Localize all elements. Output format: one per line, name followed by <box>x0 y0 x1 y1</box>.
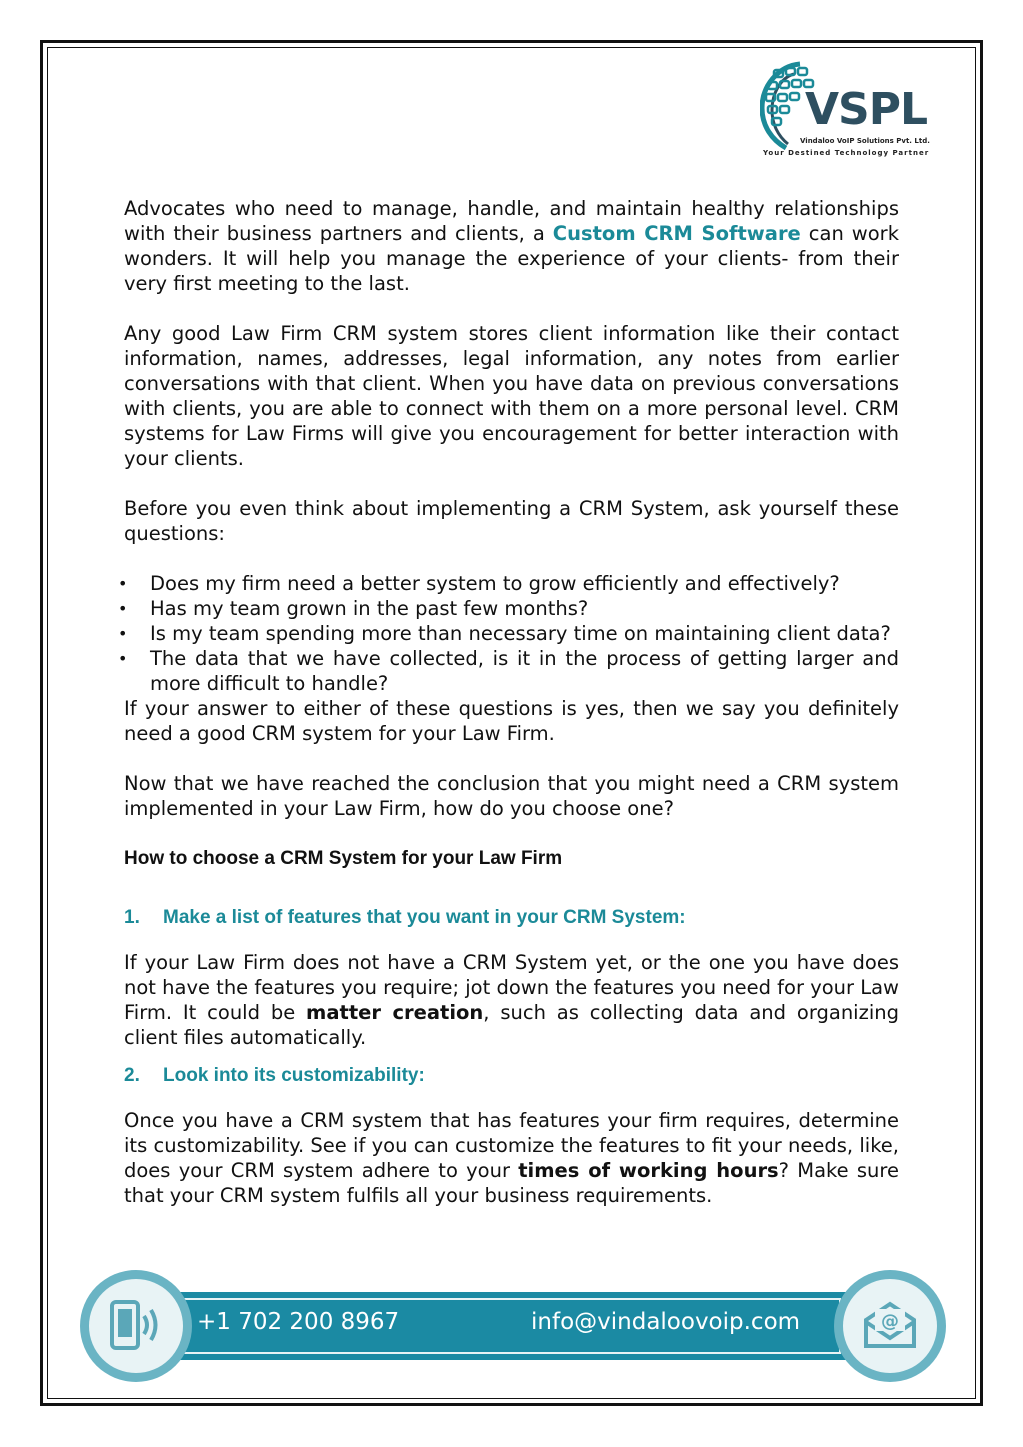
bullet-icon: • <box>118 649 128 668</box>
list-item: • Does my firm need a better system to grow efficiently and effectively? <box>118 572 840 595</box>
intro-paragraph: Advocates who need to manage, handle, and maintain healthy relationships with their business partners and clients, a Custom CRM Software can work wonders. It will help you manage the experience of your clients- from their very first meeting to the last. <box>124 197 899 295</box>
phone-number[interactable]: +1 702 200 8967 <box>197 1309 400 1335</box>
logo-tagline: Your Destined Technology Partner <box>763 149 930 157</box>
bullet-icon: • <box>118 599 128 618</box>
phone-icon <box>106 1298 166 1354</box>
questions-list <box>118 571 899 696</box>
document-body <box>118 196 900 1208</box>
conclusion-paragraph: Now that we have reached the conclusion that you might need a CRM system implemented in your Law Firm, how do you choose one? <box>124 772 899 820</box>
logo-company: Vindaloo VoIP Solutions Pvt. Ltd. <box>800 137 930 145</box>
custom-crm-link[interactable]: Custom CRM Software <box>552 222 801 245</box>
answer-paragraph: If your answer to either of these questions is yes, then we say you definitely need a good CRM system for your Law Firm. <box>124 697 899 745</box>
bullet-icon: • <box>118 574 128 593</box>
list-item: • The data that we have collected, is it in the process of getting larger and more difficult to handle? <box>118 647 899 695</box>
logo-name: VSPL <box>805 84 928 135</box>
step-2-heading: 2. Look into its customizability: <box>124 1065 425 1086</box>
email-icon <box>862 1300 918 1350</box>
step-2-paragraph: Once you have a CRM system that has features your firm requires, determine its customizability. See if you can customize the features to fit your needs, like, does your CRM system adhere to your times of working hours? Make sure that your CRM system fulfils all your business requirements. <box>124 1109 899 1207</box>
questions-intro: Before you even think about implementing a CRM System, ask yourself these questions: <box>124 497 899 545</box>
step-1-heading: 1. Make a list of features that you want in your CRM System: <box>124 907 686 928</box>
contact-footer <box>78 1268 948 1384</box>
company-logo <box>760 60 930 160</box>
list-item: • Is my team spending more than necessary time on maintaining client data? <box>118 622 891 645</box>
step-1-paragraph: If your Law Firm does not have a CRM System yet, or the one you have does not have the features you require; jot down the features you need for your Law Firm. It could be matter creation, such as collecting data and organizing client files automatically. <box>124 951 900 1049</box>
at-sign: @ <box>881 1311 899 1332</box>
section-heading: How to choose a CRM System for your Law Firm <box>124 848 563 869</box>
bullet-icon: • <box>118 624 128 643</box>
list-item: • Has my team grown in the past few months? <box>118 597 589 620</box>
email-address[interactable]: info@vindaloovoip.com <box>531 1309 801 1335</box>
crm-paragraph: Any good Law Firm CRM system stores client information like their contact information, names, addresses, legal information, any notes from earlier conversations with that client. When you have data on previous conversations with clients, you are able to connect with them on a more personal level. CRM systems for Law Firms will give you encouragement for better interaction with your clients. <box>124 322 899 470</box>
